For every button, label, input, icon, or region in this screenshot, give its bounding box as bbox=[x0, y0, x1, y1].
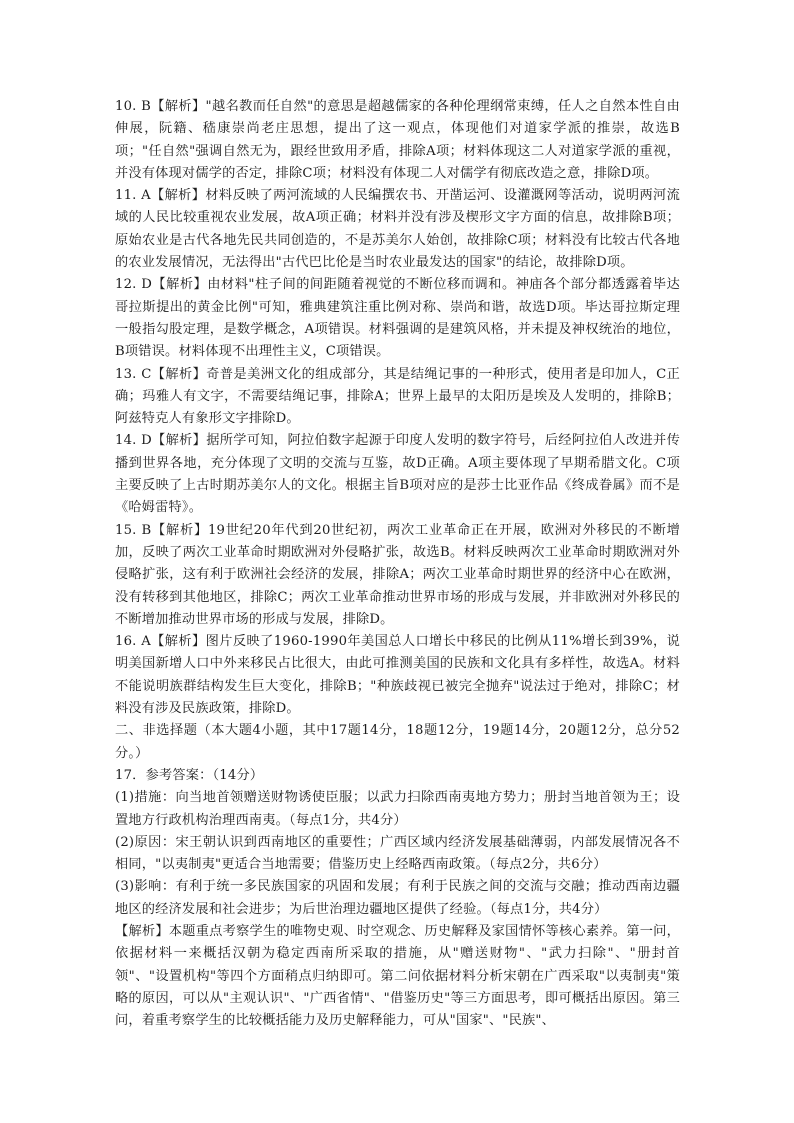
document-page bbox=[115, 96, 680, 1032]
answer-q12: 12. D【解析】由材料"柱子间的间距随着视觉的不断位移而调和。神庙各个部分都透露着毕达哥拉斯提出的黄金比例"可知，雅典建筑注重比例对称、崇尚和谐，故选D项。毕达哥拉斯定理一般指勾股定理，是数学概念，A项错误。材料强调的是建筑风格，并未提及神权统治的地位，B项错误。材料体现不出理性主义，C项错误。 bbox=[115, 277, 680, 360]
answer-q11: 11. A【解析】材料反映了两河流域的人民编撰农书、开凿运河、设灌溉网等活动，说明两河流域的人民比较重视农业发展，故A项正确；材料并没有涉及楔形文字方面的信息，故排除B项；原始农业是古代各地先民共同创造的，不是苏美尔人始创，故排除C项；材料没有比较古代各地的农业发展情况，无法得出"古代巴比伦是当时农业最发达的国家"的结论，故排除D项。 bbox=[115, 188, 680, 271]
q17-answer-measures: (1)措施：向当地首领赠送财物诱使臣服；以武力扫除西南夷地方势力；册封当地首领为王；设置地方行政机构治理西南夷。（每点1分，共4分） bbox=[115, 790, 680, 828]
section-two-heading: 二、非选择题（本大题4小题，其中17题14分，18题12分，19题14分，20题12分，总分52分。） bbox=[115, 723, 680, 761]
answer-q15: 15. B【解析】19世纪20年代到20世纪初，两次工业革命正在开展，欧洲对外移民的不断增加，反映了两次工业革命时期欧洲对外侵略扩张，故选B。材料反映两次工业革命时期欧洲对外侵略扩张，这有利于欧洲社会经济的发展，排除A；两次工业革命时期世界的经济中心在欧洲，没有转移到其他地区，排除C；两次工业革命推动世界市场的形成与发展，并非欧洲对外移民的不断增加推动世界市场的形成与发展，排除D。 bbox=[115, 522, 680, 627]
q17-analysis: 【解析】本题重点考察学生的唯物史观、时空观念、历史解释及家国情怀等核心素养。第一问，依据材料一来概括汉朝为稳定西南所采取的措施，从"赠送财物"、"武力扫除"、"册封首领"、"设置机构"等四个方面稍点归纳即可。第二问依据材料分析宋朝在广西采取"以夷制夷"策略的原因，可以从"主观认识"、"广西省情"、"借鉴历史"等三方面思考，即可概括出原因。第三问，着重考察学生的比较概括能力及历史解释能力，可从"国家"、"民族"、 bbox=[115, 923, 680, 1029]
answer-q13: 13. C【解析】奇普是美洲文化的组成部分，其是结绳记事的一种形式，使用者是印加人，C正确；玛雅人有文字，不需要结绳记事，排除A；世界上最早的太阳历是埃及人发明的，排除B；阿兹特克人有象形文字排除D。 bbox=[115, 366, 680, 427]
q17-answer-impact: (3)影响：有利于统一多民族国家的巩固和发展；有利于民族之间的交流与交融；推动西南边疆地区的经济发展和社会进步；为后世治理边疆地区提供了经验。（每点1分，共4分） bbox=[115, 879, 680, 917]
q17-title: 17．参考答案：（14分） bbox=[115, 767, 264, 783]
answer-q10: 10. B【解析】"越名教而任自然"的意思是超越儒家的各种伦理纲常束缚，任人之自然本性自由伸展，阮籍、嵇康崇尚老庄思想，提出了这一观点，体现他们对道家学派的推崇，故选B项；"任自然"强调自然无为，跟经世致用矛盾，排除A项；材料体现这二人对道家学派的重视，并没有体现对儒学的否定，排除C项；材料没有体现二人对儒学有彻底改造之意，排除D项。 bbox=[115, 99, 680, 181]
answer-q16: 16. A【解析】图片反映了1960-1990年美国总人口增长中移民的比例从11%增长到39%，说明美国新增人口中外来移民占比很大，由此可推测美国的民族和文化具有多样性，故选A。材料不能说明族群结构发生巨大变化，排除B；"种族歧视已被完全抛弃"说法过于绝对，排除C；材料没有涉及民族政策，排除D。 bbox=[115, 634, 680, 717]
answer-q14: 14. D【解析】据所学可知，阿拉伯数字起源于印度人发明的数字符号，后经阿拉伯人改进并传播到世界各地，充分体现了文明的交流与互鉴，故D正确。A项主要体现了早期希腊文化。C项主要反映了上古时期苏美尔人的文化。根据主旨B项对应的是莎士比亚作品《终成眷属》而不是《哈姆雷特》。 bbox=[115, 433, 680, 516]
q17-answer-reasons: (2)原因：宋王朝认识到西南地区的重要性；广西区域内经济发展基础薄弱，内部发展情况各不相同，"以夷制夷"更适合当地需要；借鉴历史上经略西南政策。（每点2分，共6分） bbox=[115, 834, 680, 873]
